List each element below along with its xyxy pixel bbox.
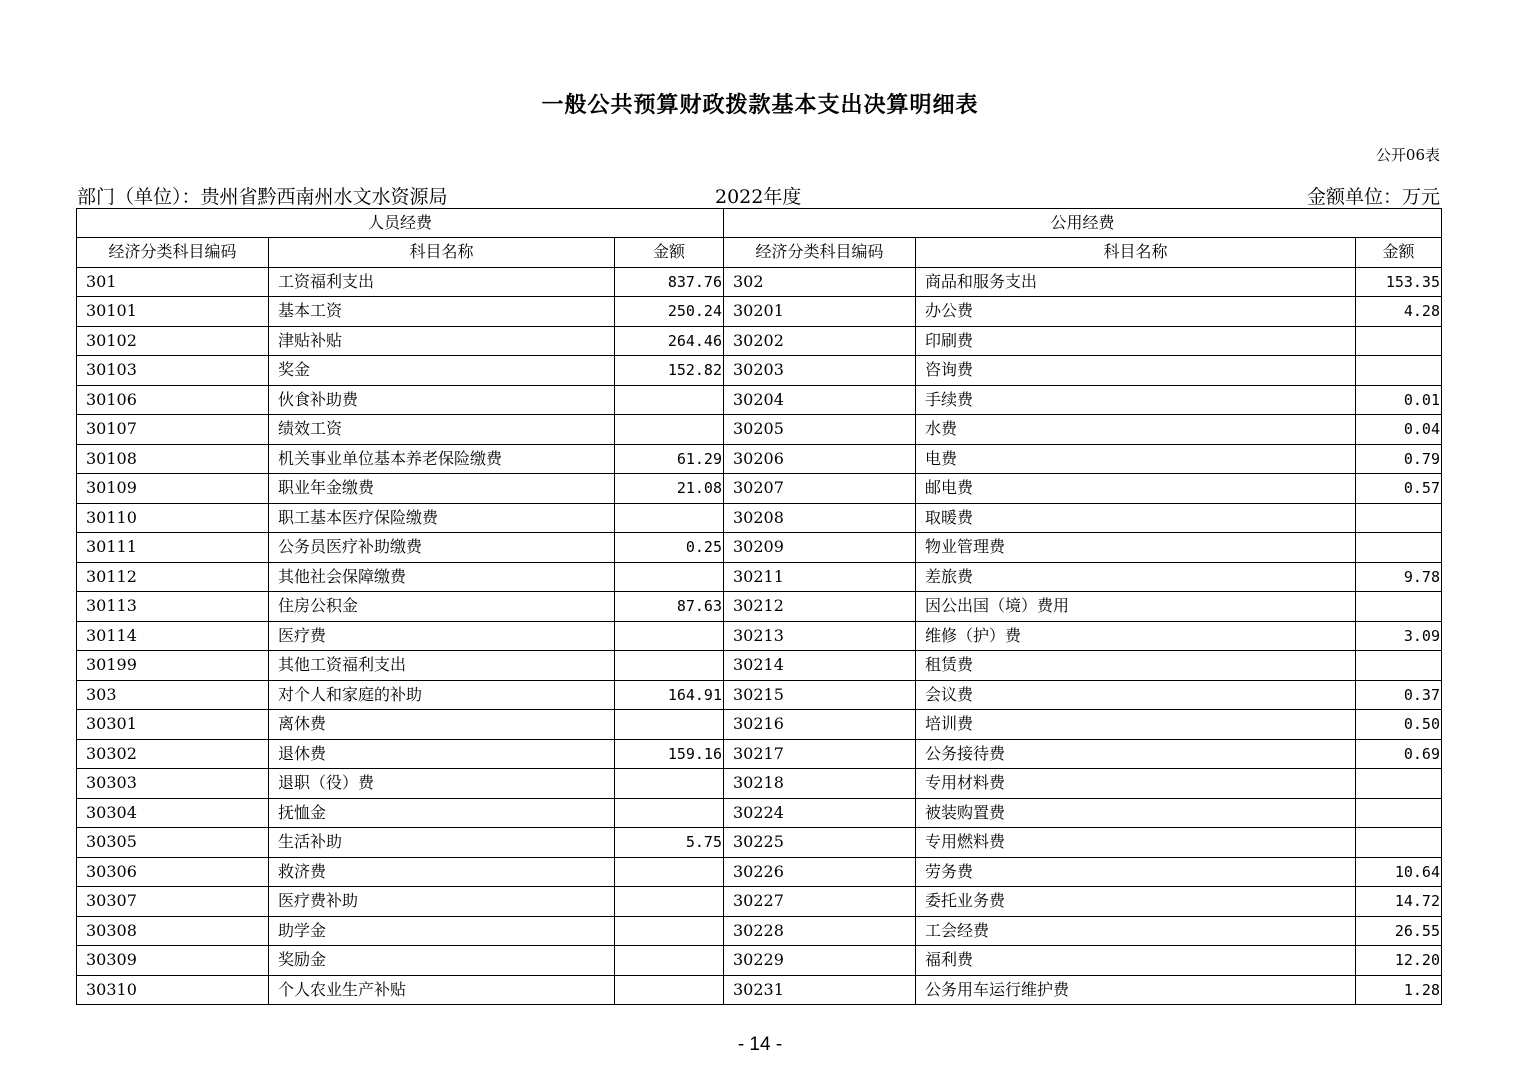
cell-left-amount — [615, 857, 724, 887]
cell-right-name: 工会经费 — [916, 916, 1356, 946]
cell-left-code: 30307 — [77, 887, 269, 917]
cell-left-amount: 5.75 — [615, 828, 724, 858]
cell-right-name: 委托业务费 — [916, 887, 1356, 917]
cell-left-name: 奖励金 — [269, 946, 615, 976]
cell-right-amount: 1.28 — [1356, 975, 1442, 1005]
header-amount-right: 金额 — [1356, 238, 1442, 268]
cell-left-amount: 250.24 — [615, 297, 724, 327]
cell-right-amount: 0.79 — [1356, 444, 1442, 474]
page-number: - 14 - — [737, 1034, 783, 1055]
cell-left-name: 职工基本医疗保险缴费 — [269, 503, 615, 533]
cell-right-amount: 153.35 — [1356, 267, 1442, 297]
table-meta — [77, 182, 1440, 208]
cell-right-amount — [1356, 356, 1442, 386]
cell-left-code: 30107 — [77, 415, 269, 445]
cell-right-code: 30205 — [724, 415, 916, 445]
cell-right-code: 30228 — [724, 916, 916, 946]
cell-left-amount: 164.91 — [615, 680, 724, 710]
cell-left-name: 助学金 — [269, 916, 615, 946]
cell-left-name: 医疗费 — [269, 621, 615, 651]
cell-left-code: 30305 — [77, 828, 269, 858]
cell-right-name: 物业管理费 — [916, 533, 1356, 563]
cell-left-name: 基本工资 — [269, 297, 615, 327]
cell-left-code: 303 — [77, 680, 269, 710]
cell-left-code: 30310 — [77, 975, 269, 1005]
cell-left-amount — [615, 651, 724, 681]
cell-right-name: 专用材料费 — [916, 769, 1356, 799]
cell-right-code: 30227 — [724, 887, 916, 917]
cell-left-name: 其他社会保障缴费 — [269, 562, 615, 592]
cell-right-name: 被装购置费 — [916, 798, 1356, 828]
cell-left-code: 30102 — [77, 326, 269, 356]
cell-right-amount — [1356, 769, 1442, 799]
cell-right-code: 30201 — [724, 297, 916, 327]
table-row — [77, 975, 1442, 1005]
cell-right-amount: 14.72 — [1356, 887, 1442, 917]
cell-right-name: 手续费 — [916, 385, 1356, 415]
table-row — [77, 946, 1442, 976]
cell-right-code: 30225 — [724, 828, 916, 858]
cell-right-code: 30209 — [724, 533, 916, 563]
cell-left-code: 30301 — [77, 710, 269, 740]
cell-left-amount: 21.08 — [615, 474, 724, 504]
table-row — [77, 326, 1442, 356]
cell-left-amount: 152.82 — [615, 356, 724, 386]
cell-right-name: 邮电费 — [916, 474, 1356, 504]
header-name-left: 科目名称 — [269, 238, 615, 268]
cell-right-name: 差旅费 — [916, 562, 1356, 592]
cell-left-name: 住房公积金 — [269, 592, 615, 622]
cell-right-amount — [1356, 798, 1442, 828]
cell-right-name: 福利费 — [916, 946, 1356, 976]
cell-right-name: 公务用车运行维护费 — [916, 975, 1356, 1005]
table-row — [77, 474, 1442, 504]
fiscal-year: 2022年度 — [715, 186, 802, 208]
cell-right-name: 劳务费 — [916, 857, 1356, 887]
cell-right-code: 30231 — [724, 975, 916, 1005]
cell-right-code: 30212 — [724, 592, 916, 622]
cell-right-amount: 10.64 — [1356, 857, 1442, 887]
cell-right-amount — [1356, 533, 1442, 563]
cell-right-amount — [1356, 326, 1442, 356]
table-row — [77, 297, 1442, 327]
cell-left-code: 30309 — [77, 946, 269, 976]
cell-left-name: 绩效工资 — [269, 415, 615, 445]
cell-left-code: 30109 — [77, 474, 269, 504]
cell-left-name: 职业年金缴费 — [269, 474, 615, 504]
cell-left-name: 公务员医疗补助缴费 — [269, 533, 615, 563]
cell-left-code: 30112 — [77, 562, 269, 592]
cell-left-name: 奖金 — [269, 356, 615, 386]
cell-left-name: 机关事业单位基本养老保险缴费 — [269, 444, 615, 474]
header-code-right: 经济分类科目编码 — [724, 238, 916, 268]
table-row — [77, 385, 1442, 415]
cell-right-name: 咨询费 — [916, 356, 1356, 386]
table-row — [77, 710, 1442, 740]
cell-left-code: 30110 — [77, 503, 269, 533]
cell-left-code: 30199 — [77, 651, 269, 681]
cell-left-name: 医疗费补助 — [269, 887, 615, 917]
cell-right-code: 30226 — [724, 857, 916, 887]
table-row — [77, 798, 1442, 828]
cell-left-code: 30113 — [77, 592, 269, 622]
cell-left-name: 津贴补贴 — [269, 326, 615, 356]
cell-left-amount: 264.46 — [615, 326, 724, 356]
cell-right-name: 会议费 — [916, 680, 1356, 710]
section-header-row — [77, 209, 1442, 238]
cell-left-amount — [615, 769, 724, 799]
amount-unit: 金额单位：万元 — [1306, 186, 1440, 208]
cell-right-code: 30217 — [724, 739, 916, 769]
header-name-right: 科目名称 — [916, 238, 1356, 268]
cell-right-code: 30208 — [724, 503, 916, 533]
cell-left-amount — [615, 916, 724, 946]
table-row — [77, 769, 1442, 799]
cell-right-code: 30216 — [724, 710, 916, 740]
cell-right-amount: 4.28 — [1356, 297, 1442, 327]
table-row — [77, 828, 1442, 858]
cell-right-name: 维修（护）费 — [916, 621, 1356, 651]
cell-right-code: 30202 — [724, 326, 916, 356]
cell-right-code: 30206 — [724, 444, 916, 474]
table-row — [77, 503, 1442, 533]
cell-right-amount: 0.57 — [1356, 474, 1442, 504]
table-row — [77, 887, 1442, 917]
cell-right-code: 30207 — [724, 474, 916, 504]
table-row — [77, 739, 1442, 769]
cell-left-name: 对个人和家庭的补助 — [269, 680, 615, 710]
cell-left-code: 30111 — [77, 533, 269, 563]
cell-left-amount — [615, 415, 724, 445]
table-row — [77, 857, 1442, 887]
cell-right-code: 30211 — [724, 562, 916, 592]
cell-right-name: 租赁费 — [916, 651, 1356, 681]
cell-left-amount — [615, 385, 724, 415]
cell-right-name: 印刷费 — [916, 326, 1356, 356]
cell-right-amount: 0.69 — [1356, 739, 1442, 769]
table-row — [77, 916, 1442, 946]
section-personnel: 人员经费 — [77, 209, 724, 238]
cell-right-amount: 9.78 — [1356, 562, 1442, 592]
cell-right-name: 电费 — [916, 444, 1356, 474]
cell-left-code: 30114 — [77, 621, 269, 651]
cell-right-name: 水费 — [916, 415, 1356, 445]
cell-right-code: 30218 — [724, 769, 916, 799]
cell-left-name: 救济费 — [269, 857, 615, 887]
cell-left-code: 30304 — [77, 798, 269, 828]
cell-left-name: 伙食补助费 — [269, 385, 615, 415]
cell-right-amount — [1356, 828, 1442, 858]
cell-right-amount — [1356, 592, 1442, 622]
cell-left-amount — [615, 798, 724, 828]
cell-right-name: 公务接待费 — [916, 739, 1356, 769]
cell-left-amount — [615, 887, 724, 917]
cell-left-amount: 837.76 — [615, 267, 724, 297]
cell-right-code: 30215 — [724, 680, 916, 710]
cell-left-amount — [615, 621, 724, 651]
column-header-row — [77, 238, 1442, 268]
cell-left-amount — [615, 975, 724, 1005]
cell-right-amount: 0.01 — [1356, 385, 1442, 415]
cell-left-amount — [615, 710, 724, 740]
cell-left-code: 301 — [77, 267, 269, 297]
header-code-left: 经济分类科目编码 — [77, 238, 269, 268]
cell-right-code: 30203 — [724, 356, 916, 386]
cell-left-amount: 0.25 — [615, 533, 724, 563]
cell-left-code: 30306 — [77, 857, 269, 887]
table-row — [77, 267, 1442, 297]
cell-left-code: 30308 — [77, 916, 269, 946]
cell-right-name: 专用燃料费 — [916, 828, 1356, 858]
cell-left-amount: 87.63 — [615, 592, 724, 622]
cell-left-name: 其他工资福利支出 — [269, 651, 615, 681]
cell-left-name: 个人农业生产补贴 — [269, 975, 615, 1005]
cell-right-code: 302 — [724, 267, 916, 297]
table-row — [77, 680, 1442, 710]
cell-right-name: 办公费 — [916, 297, 1356, 327]
cell-right-amount: 12.20 — [1356, 946, 1442, 976]
cell-left-code: 30108 — [77, 444, 269, 474]
cell-right-name: 商品和服务支出 — [916, 267, 1356, 297]
section-public: 公用经费 — [724, 209, 1442, 238]
cell-right-amount — [1356, 651, 1442, 681]
cell-left-name: 工资福利支出 — [269, 267, 615, 297]
table-row — [77, 356, 1442, 386]
cell-right-code: 30229 — [724, 946, 916, 976]
cell-right-name: 培训费 — [916, 710, 1356, 740]
cell-right-amount: 0.37 — [1356, 680, 1442, 710]
table-row — [77, 533, 1442, 563]
cell-left-amount: 61.29 — [615, 444, 724, 474]
cell-right-name: 取暖费 — [916, 503, 1356, 533]
cell-right-code: 30224 — [724, 798, 916, 828]
cell-left-code: 30101 — [77, 297, 269, 327]
cell-left-amount: 159.16 — [615, 739, 724, 769]
table-row — [77, 592, 1442, 622]
expenditure-table — [76, 208, 1442, 1005]
cell-right-amount — [1356, 503, 1442, 533]
cell-left-code: 30103 — [77, 356, 269, 386]
table-row — [77, 651, 1442, 681]
cell-left-code: 30106 — [77, 385, 269, 415]
cell-left-code: 30303 — [77, 769, 269, 799]
cell-left-amount — [615, 503, 724, 533]
cell-right-amount: 26.55 — [1356, 916, 1442, 946]
cell-right-amount: 0.04 — [1356, 415, 1442, 445]
cell-right-amount: 0.50 — [1356, 710, 1442, 740]
cell-left-name: 生活补助 — [269, 828, 615, 858]
cell-left-code: 30302 — [77, 739, 269, 769]
table-row — [77, 444, 1442, 474]
cell-left-name: 抚恤金 — [269, 798, 615, 828]
form-number: 公开06表 — [1375, 146, 1440, 164]
cell-left-amount — [615, 946, 724, 976]
cell-right-amount: 3.09 — [1356, 621, 1442, 651]
page-title: 一般公共预算财政拨款基本支出决算明细表 — [541, 92, 979, 118]
cell-left-name: 离休费 — [269, 710, 615, 740]
cell-right-code: 30204 — [724, 385, 916, 415]
header-amount-left: 金额 — [615, 238, 724, 268]
cell-left-name: 退休费 — [269, 739, 615, 769]
cell-left-amount — [615, 562, 724, 592]
department-label: 部门（单位）：贵州省黔西南州水文水资源局 — [77, 186, 448, 208]
table-row — [77, 562, 1442, 592]
cell-right-code: 30213 — [724, 621, 916, 651]
cell-right-name: 因公出国（境）费用 — [916, 592, 1356, 622]
cell-left-name: 退职（役）费 — [269, 769, 615, 799]
table-row — [77, 415, 1442, 445]
table-row — [77, 621, 1442, 651]
cell-right-code: 30214 — [724, 651, 916, 681]
